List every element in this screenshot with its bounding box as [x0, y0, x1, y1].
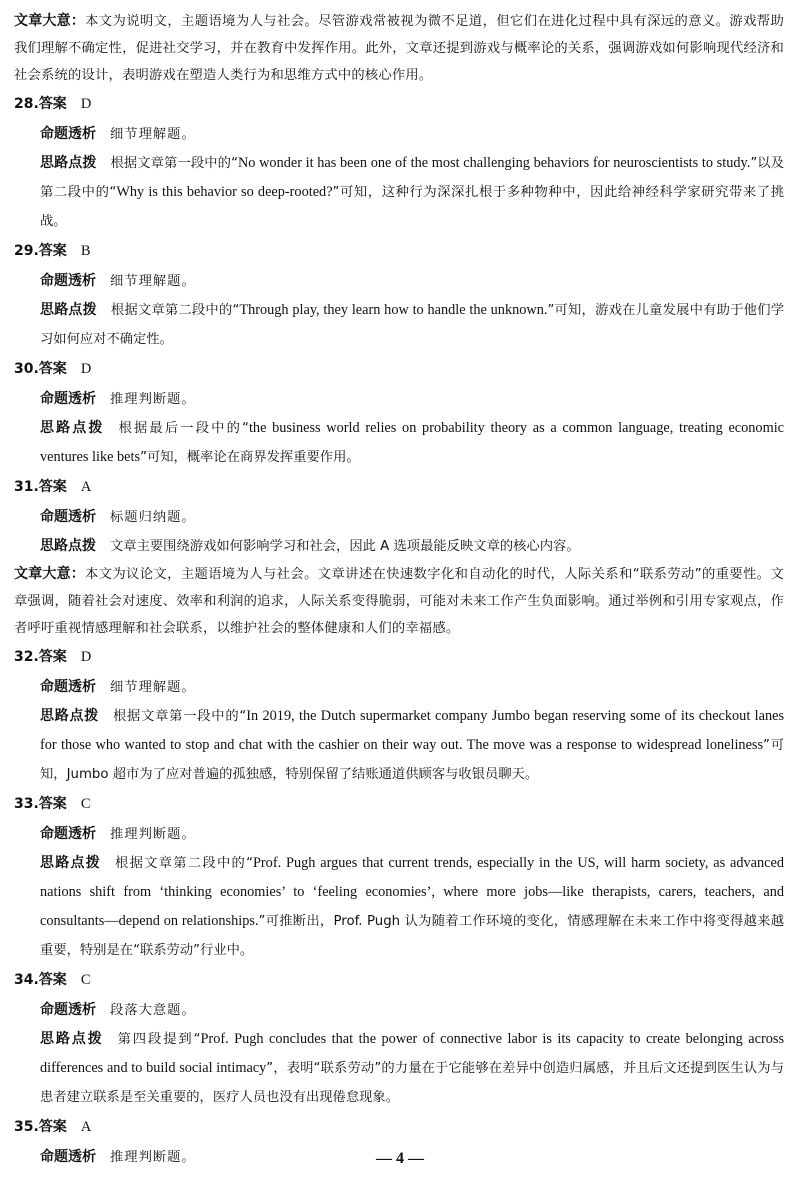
- answer-line: [14, 89, 784, 120]
- analysis-row: [14, 267, 784, 296]
- hint-quote: Through play, they learn how to handle the unknown.: [239, 302, 548, 318]
- hint-quote: the business world relies on probability theory as a common language, treating economic ventures like bets: [40, 420, 785, 465]
- hint-label: 思路点拨: [40, 708, 99, 724]
- answer-label: 答案: [38, 96, 67, 112]
- hint-label: 思路点拨: [40, 1031, 104, 1047]
- summary-text: 本文为议论文，主题语境为人与社会。文章讲述在快速数字化和自动化的时代，人际关系和“联系劳动”的重要性。文章强调，随着社会对速度、效率和利润的追求，人际关系变得脆弱，可能对未来工作产生负面影响。通过举例和引用专家观点，作者呼吁重视情感理解和社会联系，以维护社会的整体健康和人们的幸福感。: [14, 567, 784, 636]
- hint-row: [14, 849, 784, 965]
- question-type: 推理判断题。: [110, 1150, 196, 1165]
- answer-line: [14, 472, 784, 503]
- question-type: 细节理解题。: [110, 127, 196, 142]
- page-number: — 4 —: [376, 1150, 424, 1167]
- answer-label: 答案: [38, 1119, 67, 1135]
- hint-quote: Prof. Pugh concludes that the power of connective labor is its capacity to create belonging across differences and to build social intimacy: [40, 1031, 785, 1076]
- question-type: 推理判断题。: [110, 392, 196, 407]
- answer-value: A: [80, 479, 92, 495]
- hint-row: [14, 296, 784, 354]
- answer-value: B: [80, 243, 91, 259]
- hint-text-post: ”，表明“联系劳动”的力量在于它能够在差异中创造归属感，并且后文还提到医生认为与患者建立联系是至关重要的，医疗人员也没有出现倦怠现象。: [40, 1061, 785, 1105]
- answer-key-page: [14, 8, 784, 1172]
- hint-text-post: ”可知，概率论在商界发挥重要作用。: [140, 450, 360, 465]
- hint-text-pre: 根据文章第二段中的“: [110, 303, 240, 318]
- answer-value: C: [80, 972, 91, 988]
- answer-label: 答案: [38, 972, 67, 988]
- hint-row: [14, 414, 784, 472]
- hint-row: [14, 532, 784, 561]
- hint-label: 思路点拨: [40, 855, 102, 871]
- question-type: 标题归纳题。: [110, 510, 196, 525]
- hint-text-post: ”可知，游戏在儿童发展中有助于他们学习如何应对不确定性。: [40, 303, 785, 347]
- answer-label: 答案: [38, 243, 67, 259]
- answer-line: [14, 354, 784, 385]
- answer-value: D: [80, 96, 92, 112]
- hint-text-pre: 第四段提到“: [117, 1032, 201, 1047]
- answer-line: [14, 642, 784, 673]
- hint-label: 思路点拨: [40, 155, 97, 171]
- analysis-label: 命题透析: [40, 1149, 96, 1165]
- summary-label: 文章大意：: [14, 13, 86, 29]
- question-31: [14, 472, 784, 561]
- hint-row: [14, 1025, 784, 1112]
- answer-value: D: [80, 361, 92, 377]
- hint-text-pre: 根据最后一段中的“: [118, 421, 249, 436]
- hint-text-pre: 根据文章第一段中的“: [110, 156, 238, 171]
- question-number: 31.: [14, 479, 39, 495]
- question-number: 33.: [14, 796, 39, 812]
- answer-label: 答案: [38, 796, 67, 812]
- hint-label: 思路点拨: [40, 420, 105, 436]
- analysis-row: [14, 503, 784, 532]
- answer-value: A: [80, 1119, 92, 1135]
- answer-label: 答案: [38, 649, 67, 665]
- hint-text-pre: 根据文章第一段中的“: [112, 709, 247, 724]
- question-number: 32.: [14, 649, 39, 665]
- answer-value: D: [80, 649, 92, 665]
- hint-text-mid: ”以及第二段中的“: [40, 156, 785, 200]
- answer-line: [14, 1112, 784, 1143]
- analysis-label: 命题透析: [40, 273, 96, 289]
- analysis-label: 命题透析: [40, 391, 96, 407]
- analysis-label: 命题透析: [40, 826, 96, 842]
- analysis-row: [14, 385, 784, 414]
- passage-summary-2: [14, 561, 784, 642]
- analysis-label: 命题透析: [40, 509, 96, 525]
- question-29: [14, 236, 784, 354]
- analysis-row: [14, 996, 784, 1025]
- question-type: 推理判断题。: [110, 827, 196, 842]
- answer-value: C: [80, 796, 91, 812]
- hint-quote-2: Why is this behavior so deep-rooted?: [116, 184, 333, 200]
- question-type: 细节理解题。: [110, 274, 196, 289]
- question-number: 30.: [14, 361, 39, 377]
- question-number: 35.: [14, 1119, 39, 1135]
- question-28: [14, 89, 784, 236]
- hint-quote: In 2019, the Dutch supermarket company Jumbo began reserving some of its checkout lanes for those who wanted to stop and chat with the cashier on their way out. The move was a response to widespread loneliness: [40, 708, 785, 753]
- hint-text-post: ”可推断出，Prof. Pugh 认为随着工作环境的变化，情感理解在未来工作中将变得越来越重要，特别是在“联系劳动”行业中。: [40, 914, 784, 958]
- answer-line: [14, 236, 784, 267]
- hint-label: 思路点拨: [40, 538, 96, 554]
- analysis-row: [14, 673, 784, 702]
- question-number: 29.: [14, 243, 39, 259]
- analysis-row: [14, 820, 784, 849]
- hint-row: [14, 702, 784, 789]
- question-type: 段落大意题。: [110, 1003, 196, 1018]
- hint-text-post: ”可知，Jumbo 超市为了应对普遍的孤独感，特别保留了结账通道供顾客与收银员聊天。: [40, 738, 785, 782]
- hint-quote-1: No wonder it has been one of the most challenging behaviors for neuroscientists to study.: [237, 155, 751, 171]
- answer-label: 答案: [38, 361, 67, 377]
- analysis-row: [14, 120, 784, 149]
- question-32: [14, 642, 784, 789]
- summary-label: 文章大意：: [14, 566, 85, 582]
- hint-quote: Prof. Pugh argues that current trends, especially in the US, will harm society, as advanced nations shift from ‘thinking economies’ to ‘feeling economies’, where more jobs—like therapists, carers, teachers, and consultants—depend on relationships.: [40, 855, 784, 929]
- hint-text: 文章主要围绕游戏如何影响学习和社会，因此 A 选项最能反映文章的核心内容。: [110, 539, 580, 554]
- summary-text: 本文为说明文，主题语境为人与社会。尽管游戏常被视为微不足道，但它们在进化过程中具有深远的意义。游戏帮助我们理解不确定性，促进社交学习，并在教育中发挥作用。此外，文章还提到游戏与概率论的关系，强调游戏如何影响现代经济和社会系统的设计，表明游戏在塑造人类行为和思维方式中的核心作用。: [14, 14, 784, 83]
- hint-text-post: ”可知，这种行为深深扎根于多种物种中，因此给神经科学家研究带来了挑战。: [40, 185, 784, 229]
- passage-summary-1: [14, 8, 784, 89]
- question-30: [14, 354, 784, 472]
- answer-line: [14, 965, 784, 996]
- analysis-label: 命题透析: [40, 126, 96, 142]
- hint-label: 思路点拨: [40, 302, 97, 318]
- question-type: 细节理解题。: [110, 680, 196, 695]
- answer-label: 答案: [38, 479, 67, 495]
- question-34: [14, 965, 784, 1112]
- question-number: 34.: [14, 972, 39, 988]
- question-number: 28.: [14, 96, 39, 112]
- question-33: [14, 789, 784, 965]
- answer-line: [14, 789, 784, 820]
- hint-text-pre: 根据文章第二段中的“: [115, 856, 253, 871]
- analysis-label: 命题透析: [40, 1002, 96, 1018]
- hint-row: [14, 149, 784, 236]
- analysis-label: 命题透析: [40, 679, 96, 695]
